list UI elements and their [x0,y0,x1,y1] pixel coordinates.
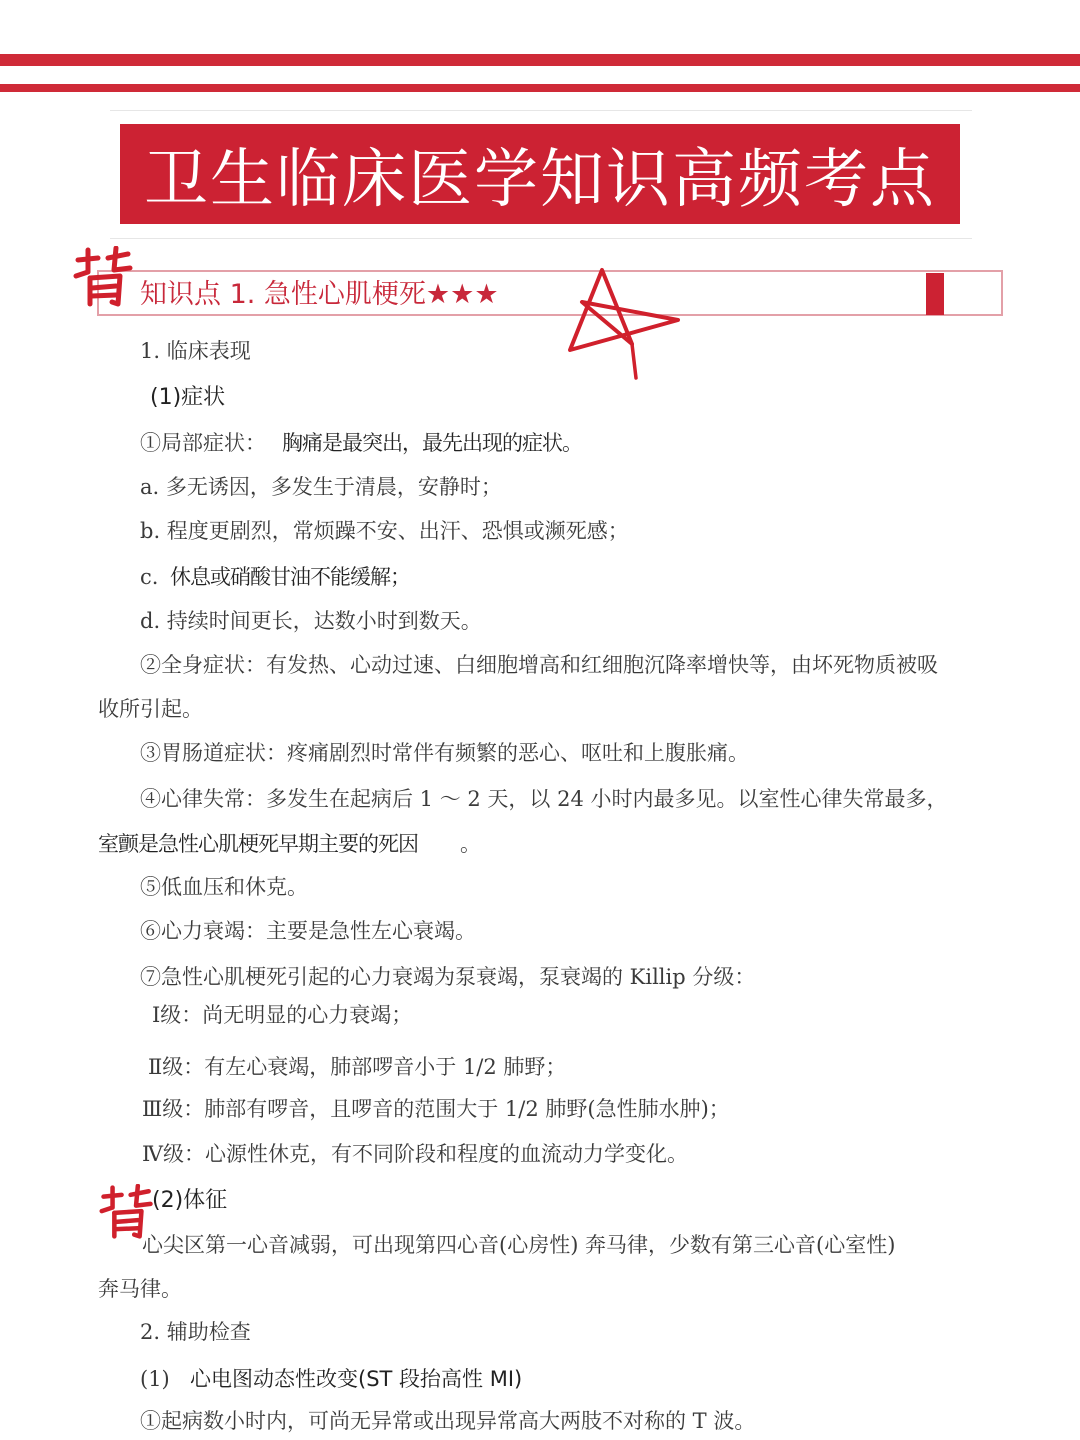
page-title-banner: 卫生临床医学知识高频考点 [120,124,960,224]
section-heading: 1. 临床表现 [140,339,251,363]
text-line: b. 程度更剧烈，常烦躁不安、出汗、恐惧或濒死感； [140,519,629,543]
text-line: a. 多无诱因，多发生于清晨，安静时； [140,475,502,499]
text-line: (1) [140,1367,170,1391]
subsection-heading: (2)体征 [152,1188,228,1213]
handwritten-bei-mark [72,246,136,308]
handwritten-star-icon [560,258,690,386]
text-line: Ⅱ级：有左心衰竭，肺部啰音小于 1/2 肺野； [148,1055,567,1079]
text-line: 收所引起。 [98,697,203,721]
top-stripe [0,54,1080,66]
text-line: c. [140,565,159,589]
text-line: Ⅲ级：肺部有啰音，且啰音的范围大于 1/2 肺野(急性肺水肿)； [142,1097,730,1121]
text-line: 。 [460,832,481,856]
subsection-heading: 心电图动态性改变(ST 段抬高性 MI) [190,1367,523,1391]
title-accent-block [926,273,944,315]
text-line: 奔马律。 [98,1277,182,1301]
text-line: ③胃肠道症状：疼痛剧烈时常伴有频繁的恶心、呕吐和上腹胀痛。 [140,741,749,765]
text-line: 心尖区第一心音减弱，可出现第四心音(心房性) 奔马律，少数有第三心音(心室性) [142,1233,896,1257]
divider [110,238,972,239]
highlight-text: 休息或硝酸甘油不能缓解； [170,565,410,589]
text-line: ⑤低血压和休克。 [140,875,308,899]
section-heading: 2. 辅助检查 [140,1320,251,1344]
top-stripe-thin [0,84,1080,92]
subsection-heading: (1)症状 [150,385,226,410]
knowledge-point-title: 知识点 1. 急性心肌梗死★★★ [140,279,499,310]
text-line: ②全身症状：有发热、心动过速、白细胞增高和红细胞沉降率增快等，由坏死物质被吸 [140,653,938,677]
highlight-text: 室颤是急性心肌梗死早期主要的死因 [98,832,418,856]
text-line: ①局部症状： [140,431,266,455]
divider [110,110,972,111]
text-line: ④心律失常：多发生在起病后 1 ～ 2 天，以 24 小时内最多见。以室性心律失常最多， [140,787,948,811]
text-line: d. 持续时间更长，达数小时到数天。 [140,609,482,633]
text-line: ⑦急性心肌梗死引起的心力衰竭为泵衰竭，泵衰竭的 Killip 分级： [140,965,756,989]
highlight-text: 胸痛是最突出，最先出现的症状。 [282,431,582,455]
text-line: Ⅳ级：心源性休克，有不同阶段和程度的血流动力学变化。 [142,1142,688,1166]
text-line: ①起病数小时内，可尚无异常或出现异常高大两肢不对称的 T 波。 [140,1409,756,1433]
text-line: Ⅰ级：尚无明显的心力衰竭； [152,1003,413,1027]
text-line: ⑥心力衰竭：主要是急性左心衰竭。 [140,919,476,943]
